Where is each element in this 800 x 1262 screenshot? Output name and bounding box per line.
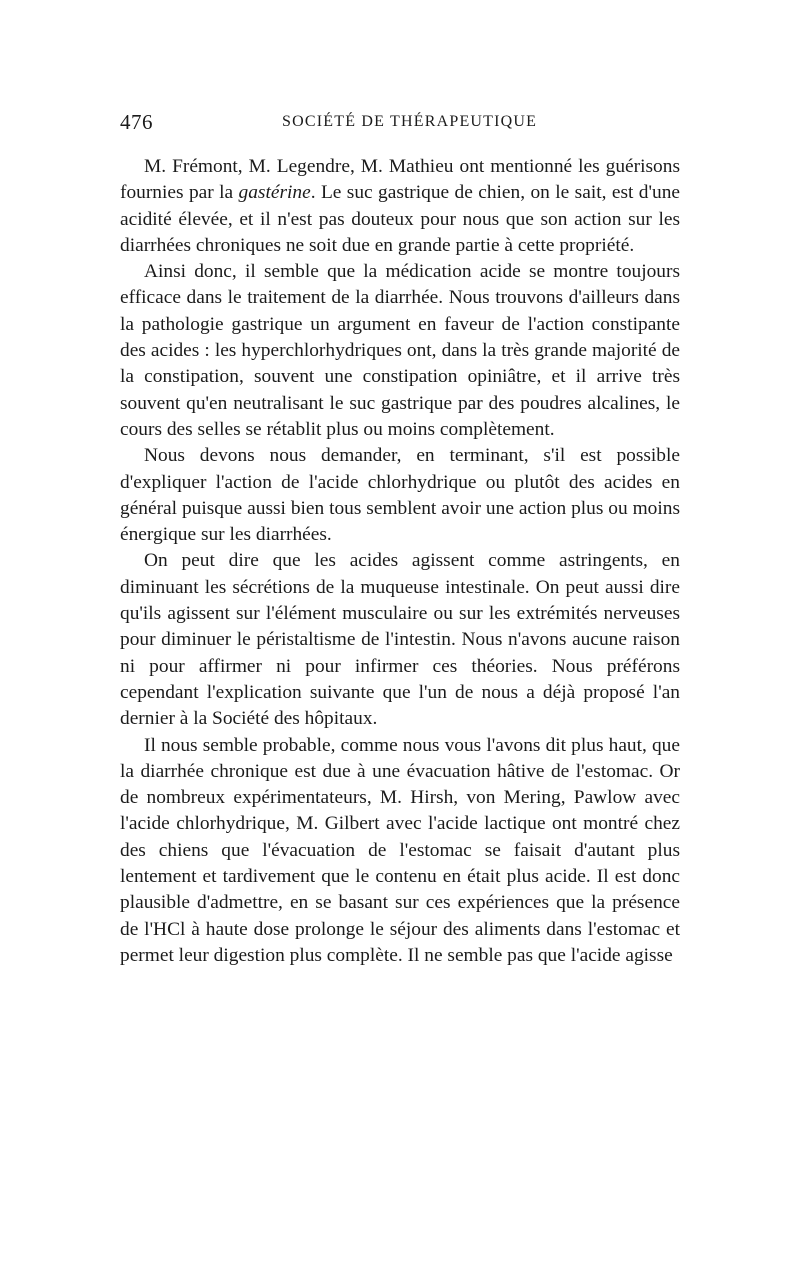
paragraph-1-text-end: . Le suc gastrique de chien, on le sait, est d'une acidité élevée, et il n'est pas douteux pour nous que son action sur les diarrhées chroniques ne soit due en grande partie à cette propriété. [120, 182, 680, 256]
paragraph-2: Ainsi donc, il semble que la médication acide se montre toujours efficace dans le traitement de la diarrhée. Nous trouvons d'ailleurs dans la pathologie gastrique un argument en faveur de l'action constipante des acides : les hyperchlorhydriques ont, dans la très grande majorité de la constipation, souvent une constipation opiniâtre, et il arrive très souvent qu'en neutralisant le suc gastrique par des poudres alcalines, le cours des selles se rétablit plus ou moins complètement. [120, 261, 680, 440]
italic-term: gastérine [238, 182, 311, 204]
running-title: SOCIÉTÉ DE THÉRAPEUTIQUE [282, 113, 538, 130]
paragraph-1 [120, 154, 680, 259]
paragraph-5: Il nous semble probable, comme nous vous l'avons dit plus haut, que la diarrhée chronique est due à une évacuation hâtive de l'estomac. Or de nombreux expérimentateurs, M. Hirsh, von Mering, Pawlow avec l'acide chlorhydrique, M. Gilbert avec l'acide lactique ont montré chez des chiens que l'évacuation de l'estomac se faisait d'autant plus lentement et tardivement que le contenu en était plus acide. Il est donc plausible d'admettre, en se basant sur ces expériences que la présence de l'HCl à haute dose prolonge le séjour des aliments dans l'estomac et permet leur digestion plus complète. Il ne semble pas que l'acide agisse [120, 734, 680, 966]
book-page [120, 110, 680, 969]
body-text [120, 154, 680, 969]
page-number: 476 [120, 110, 153, 134]
paragraph-3: Nous devons nous demander, en terminant, s'il est possible d'expliquer l'action de l'acide chlorhydrique ou plutôt des acides en général puisque aussi bien tous semblent avoir une action plus ou moins énergique sur les diarrhées. [120, 445, 680, 546]
paragraph-1-text-start: M. Frémont, M. Legendre, M. Mathieu ont mentionné les guérisons fournies par la [120, 156, 680, 204]
paragraph-4: On peut dire que les acides agissent comme astringents, en diminuant les sécrétions de la muqueuse intestinale. On peut aussi dire qu'ils agissent sur l'élément musculaire ou sur les extrémités nerveuses pour diminuer le péristaltisme de l'intestin. Nous n'avons aucune raison ni pour affirmer ni pour infirmer ces théories. Nous préférons cependant l'explication suivante que l'un de nous a déjà proposé l'an dernier à la Société des hôpitaux. [120, 550, 680, 730]
running-head [120, 110, 680, 140]
